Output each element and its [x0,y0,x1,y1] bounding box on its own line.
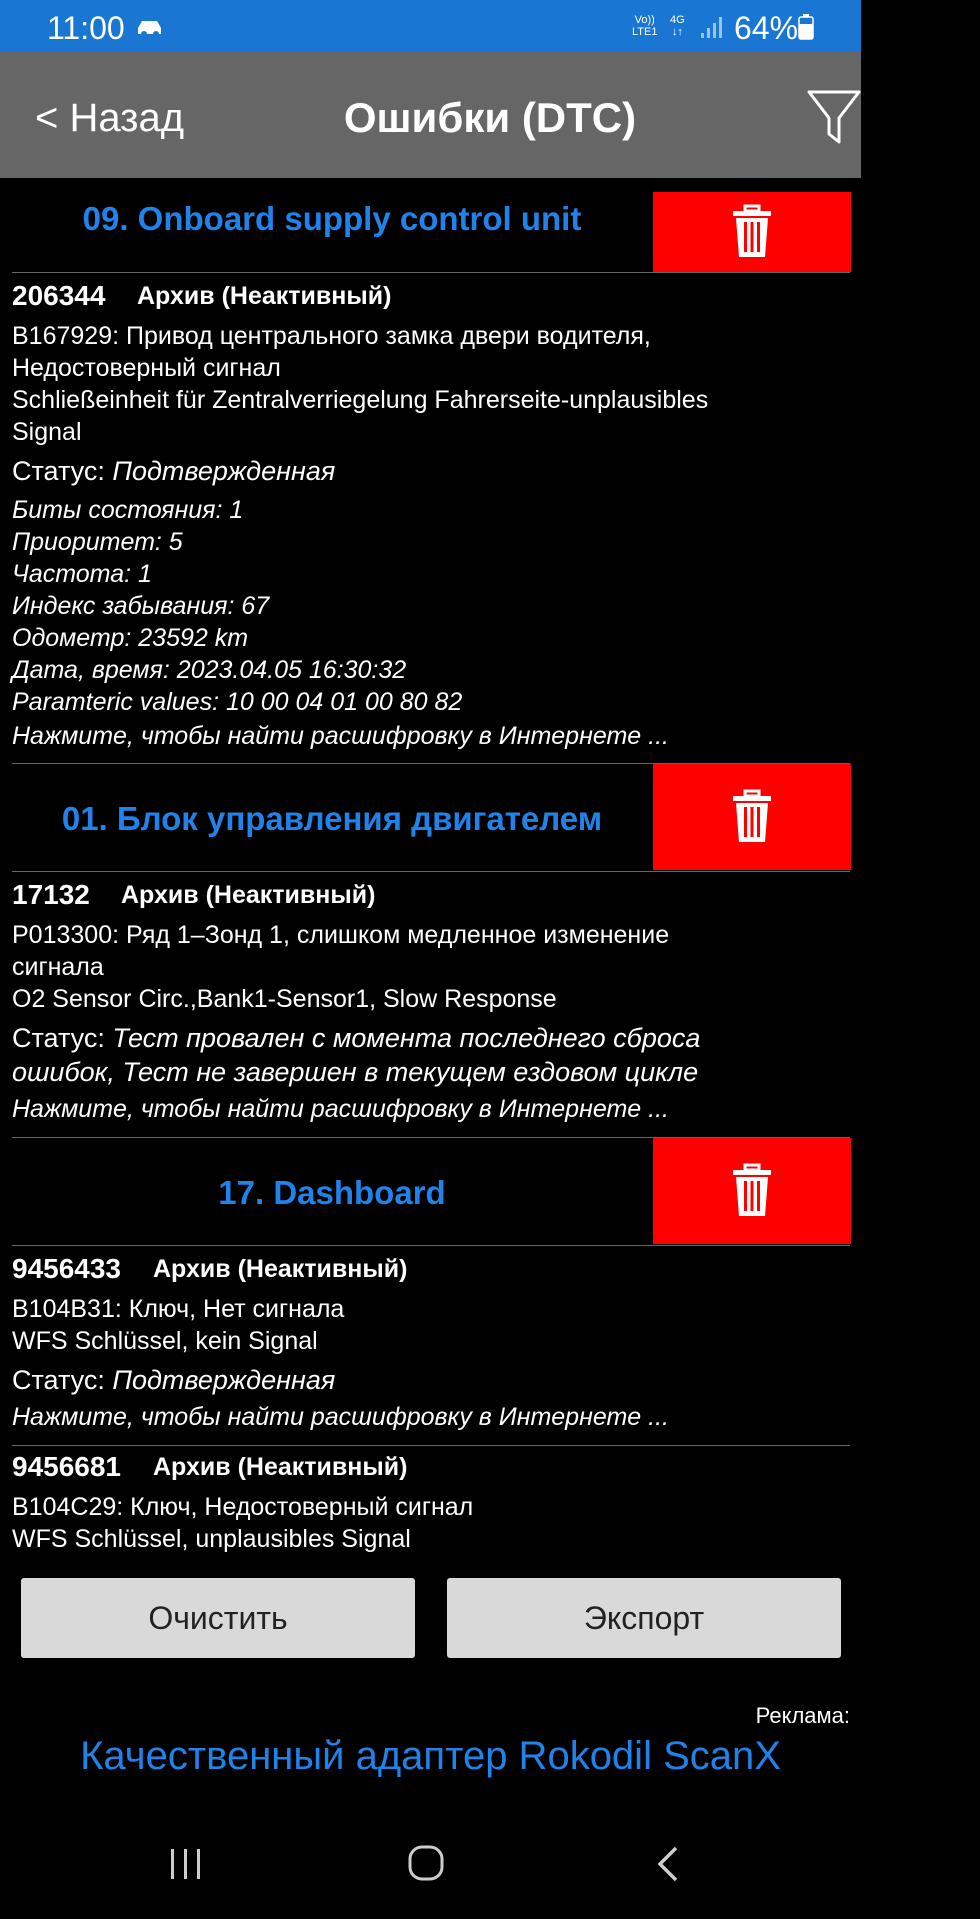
dtc-description: Signal [12,418,82,446]
lookup-link[interactable]: Нажмите, чтобы найти расшифровку в Интернете ... [12,1403,669,1431]
dtc-status-continued: ошибок, Тест не завершен в текущем ездовом цикле [12,1057,699,1087]
dtc-entry[interactable] [12,1253,852,1431]
dtc-archive-status: Архив (Неактивный) [137,282,392,310]
lookup-link[interactable]: Нажмите, чтобы найти расшифровку в Интернете ... [12,1095,669,1123]
ad-link[interactable]: Качественный адаптер Rokodil ScanX [80,1734,781,1778]
back-button[interactable]: < Назад [35,96,185,140]
group-header [0,1138,861,1248]
trash-icon [732,1164,772,1218]
dtc-description: B167929: Привод центрального замка двери водителя, [12,322,651,350]
dtc-detail: Дата, время: 2023.04.05 16:30:32 [12,656,407,684]
group-title: 17. Dashboard [218,1174,446,1211]
dtc-detail: Индекс забывания: 67 [12,592,270,620]
dtc-detail: Приоритет: 5 [12,528,183,556]
delete-group-button[interactable] [653,1138,851,1244]
export-button[interactable]: Экспорт [447,1578,841,1658]
dtc-archive-status: Архив (Неактивный) [153,1453,408,1481]
battery-percent: 64% [734,10,799,46]
back-nav-icon[interactable] [656,1846,680,1882]
dtc-status: Статус: Подтвержденная [12,456,336,486]
system-nav-bar [0,1800,861,1919]
group-header [0,764,861,874]
dtc-detail: Одометр: 23592 km [12,624,249,652]
dtc-archive-status: Архив (Неактивный) [121,881,376,909]
dtc-status: Статус: Тест провален с момента последнего сброса [12,1023,701,1053]
battery-icon [798,14,814,40]
dtc-description: сигнала [12,953,104,981]
filter-icon[interactable] [806,86,862,146]
page-title: Ошибки (DTC) [343,94,637,141]
group-title: 09. Onboard supply control unit [82,200,582,237]
dtc-detail: Частота: 1 [12,560,152,588]
group-title: 01. Блок управления двигателем [61,800,603,837]
dtc-description: Schließeinheit für Zentralverriegelung Fahrerseite-unplausibles [12,386,709,414]
divider [12,871,850,872]
dtc-detail: Биты состояния: 1 [12,496,244,524]
volte-indicator: Vo)) LTE1 [632,14,658,38]
dtc-description: P013300: Ряд 1–Зонд 1, слишком медленное изменение [12,921,670,949]
delete-group-button[interactable] [653,192,851,272]
dtc-code: 9456681 [12,1451,122,1482]
home-icon[interactable] [408,1845,444,1881]
dtc-description: WFS Schlüssel, kein Signal [12,1327,318,1355]
dtc-description: B104C29: Ключ, Недостоверный сигнал [12,1493,474,1521]
dtc-description: Недостоверный сигнал [12,354,281,382]
clear-button[interactable]: Очистить [21,1578,415,1658]
lookup-link[interactable]: Нажмите, чтобы найти расшифровку в Интернете ... [12,722,669,750]
ad-label: Реклама: [755,1703,850,1728]
car-icon [135,14,165,38]
dtc-entry[interactable] [12,1451,852,1553]
dtc-archive-status: Архив (Неактивный) [153,1255,408,1283]
divider [12,272,850,273]
clock: 11:00 [47,10,125,46]
recent-apps-icon[interactable] [168,1847,204,1881]
dtc-code: 206344 [12,280,106,311]
trash-icon [732,205,772,259]
status-bar [0,0,861,52]
dtc-description: B104B31: Ключ, Нет сигнала [12,1295,345,1323]
dtc-code: 9456433 [12,1253,122,1284]
divider [12,1445,850,1446]
dtc-entry[interactable] [12,879,852,1123]
dtc-code: 17132 [12,879,90,910]
trash-icon [732,790,772,844]
network-indicator: 4G ↓↑ [670,14,685,38]
toolbar [0,52,861,178]
dtc-description: O2 Sensor Circ.,Bank1-Sensor1, Slow Response [12,985,557,1013]
dtc-detail: Paramteric values: 10 00 04 01 00 80 82 [12,688,463,716]
divider [12,1245,850,1246]
dtc-list[interactable] [0,178,861,1553]
dtc-description: WFS Schlüssel, unplausibles Signal [12,1525,411,1553]
signal-icon [700,15,724,39]
dtc-status: Статус: Подтвержденная [12,1365,336,1395]
delete-group-button[interactable] [653,764,851,870]
